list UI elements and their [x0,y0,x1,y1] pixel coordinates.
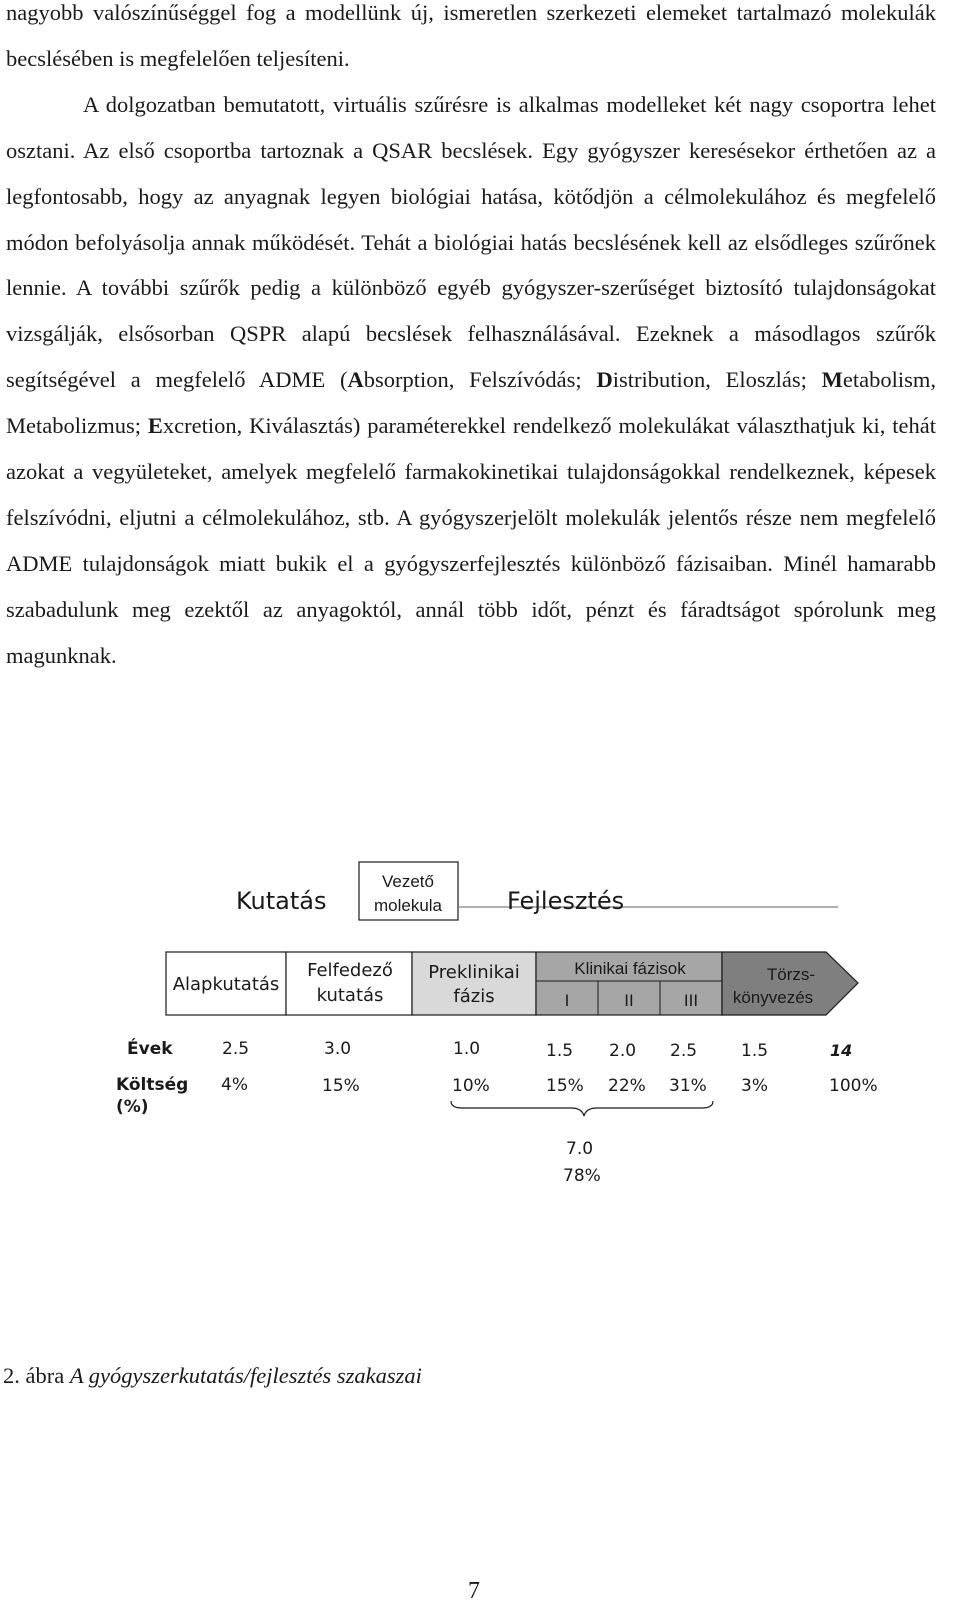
paragraph-text: bsorption, Felszívódás; [363,367,597,393]
years-label: Évek [127,1039,173,1059]
clinical-sum-brace [451,1101,713,1116]
clinical-phases-header: Klinikai fázisok [574,959,686,978]
paragraph-text: A dolgozatban bemutatott, virtuális szűrésre is alkalmas modelleket két nagy csoportra lehet osztani. Az első csoportba tartoznak a QSAR becslések. Egy gyógyszer keresésekor érthetően az a legfontosabb, hogy az anyagnak legyen biológiai hatása, kötődjön a célmolekulához és megfelelő módon befolyásolja annak működését. Tehát a biológiai hatás becslésének kell az elsődleges szűrőnek lennie. A további szűrők pedig a különböző egyéb gyógyszer-szerűséget biztosító tulajdonságokat vizsgálják, elsősorban QSPR alapú becslések felhasználásával. Ezeknek a másodlagos szűrők segítségével a megfelelő ADME ( [6,91,936,393]
lead-molecule-line1: Vezető [382,872,434,891]
cost-registration: 3% [741,1076,768,1096]
preclinical-line1: Preklinikai [428,962,520,983]
registration-line2: könyvezés [732,988,814,1007]
paragraph-models [6,82,936,679]
years-basic: 2.5 [222,1039,250,1059]
paragraph-text: etabolism, Metabolizmus; [6,367,936,439]
body-text [6,0,936,679]
figure-number: 2. ábra [3,1363,65,1388]
cost-phase-3: 31% [669,1076,707,1096]
research-label: Kutatás [236,887,327,915]
paragraph-text: istribution, Eloszlás; [612,367,822,393]
registration-line1: Törzs- [766,965,816,984]
adme-letter-e: E [147,413,163,439]
figure-caption [3,1363,422,1389]
clinical-total-years: 7.0 [566,1139,594,1159]
paragraph-continuation: nagyobb valószínűséggel fog a modellünk új, ismeretlen szerkezeti elemeket tartalmazó molekulák becslésében is megfelelően teljesíteni. [6,0,936,71]
years-phase-2: 2.0 [609,1041,637,1061]
cost-phase-2: 22% [608,1076,646,1096]
years-phase-3: 2.5 [670,1041,698,1061]
page-number: 7 [468,1578,480,1604]
lead-molecule-line2: molekula [373,896,443,915]
cost-label-line1: Költség [116,1075,189,1095]
adme-letter-m: M [821,367,843,393]
cost-total: 100% [829,1076,878,1096]
cost-phase-1: 15% [546,1076,584,1096]
discovery-line1: Felfedező [307,960,393,981]
years-preclinical: 1.0 [453,1039,481,1059]
cost-preclinical: 10% [452,1076,490,1096]
preclinical-line2: fázis [453,986,495,1007]
years-discovery: 3.0 [324,1039,352,1059]
phase-3-label: III [683,991,699,1010]
adme-letter-d: D [596,367,613,393]
adme-letter-a: A [347,367,364,393]
cost-discovery: 15% [322,1076,360,1096]
basic-research-label: Alapkutatás [172,974,280,995]
paragraph-text: xcretion, Kiválasztás) paraméterekkel rendelkező molekulákat választhatjuk ki, tehát azokat a vegyületeket, amelyek megfelelő farmakokinetikai tulajdonságokkal rendelkeznek, képesek felszívódni, eljutni a célmolekulához, stb. A gyógyszerjelölt molekulák jelentős része nem megfelelő ADME tulajdonságok miatt bukik el a gyógyszerfejlesztés különböző fázisaiban. Minél hamarabb szabadulunk meg ezektől az anyagoktól, annál több időt, pénzt és fáradtságot spórolunk meg magunknak. [6,413,937,668]
phase-2-label: II [624,991,634,1010]
drug-development-diagram [0,850,960,1200]
development-label: Fejlesztés [507,887,625,915]
years-registration: 1.5 [741,1041,769,1061]
cost-label-line2: (%) [116,1097,149,1117]
clinical-total-cost: 78% [563,1166,601,1186]
figure-title: A gyógyszerkutatás/fejlesztés szakaszai [69,1363,422,1388]
discovery-line2: kutatás [316,985,384,1006]
years-phase-1: 1.5 [546,1041,574,1061]
years-total: 14 [830,1041,853,1060]
phase-1-label: I [564,991,570,1010]
cost-basic: 4% [221,1075,248,1095]
